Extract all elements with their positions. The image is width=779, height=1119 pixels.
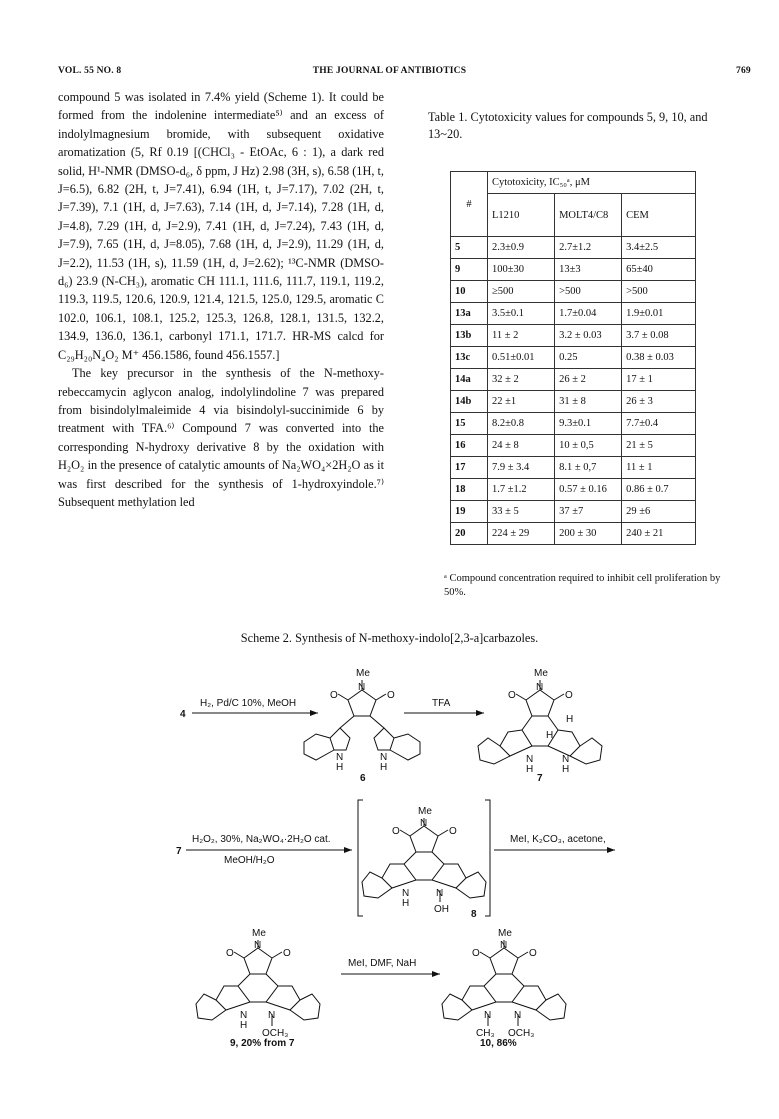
value-cell: 0.25 [555, 347, 622, 369]
atom-label: H [546, 730, 554, 741]
value-cell: 31 ± 8 [555, 391, 622, 413]
table-row [451, 369, 696, 391]
value-cell: 24 ± 8 [488, 435, 555, 457]
compound-id-cell: 20 [451, 523, 488, 545]
compound-id-cell: 9 [451, 259, 488, 281]
atom-label: H [240, 1020, 248, 1031]
value-cell: 21 ± 5 [622, 435, 696, 457]
value-cell: >500 [622, 281, 696, 303]
atom-label: O [449, 826, 457, 837]
atom-label: N [420, 818, 428, 829]
table-row [451, 479, 696, 501]
atom-label: OCH₃ [508, 1028, 535, 1039]
table-row [451, 501, 696, 523]
step3-solvent: MeOH/H₂O [224, 855, 275, 866]
atom-label: N [402, 888, 410, 899]
value-cell: 37 ±7 [555, 501, 622, 523]
hash-header: # [451, 172, 488, 237]
volume-label: VOL. 55 NO. 8 [58, 66, 122, 76]
atom-label: CH₃ [476, 1028, 495, 1039]
table-caption: Table 1. Cytotoxicity values for compounds 5, 9, 10, and 13~20. [428, 110, 708, 141]
compound-7-label-row2: 7 [176, 846, 182, 857]
atom-label: N [240, 1010, 248, 1021]
atom-label: N [380, 752, 388, 763]
value-cell: 200 ± 30 [555, 523, 622, 545]
compound-id-cell: 18 [451, 479, 488, 501]
value-cell: 29 ±6 [622, 501, 696, 523]
value-cell: 3.4±2.5 [622, 237, 696, 259]
value-cell: 10 ± 0,5 [555, 435, 622, 457]
atom-label: N [562, 754, 570, 765]
value-cell: 0.86 ± 0.7 [622, 479, 696, 501]
compound-7-label: 7 [537, 773, 543, 784]
compound-id-cell: 13b [451, 325, 488, 347]
value-cell: 13±3 [555, 259, 622, 281]
atom-label: N [484, 1010, 492, 1021]
atom-label: Me [498, 928, 512, 939]
compound-id-cell: 15 [451, 413, 488, 435]
atom-label: N [358, 682, 366, 693]
atom-label: N [254, 940, 262, 951]
reaction-scheme [0, 650, 779, 1119]
compound-6-label: 6 [360, 773, 366, 784]
atom-label: O [226, 948, 234, 959]
compound-id-cell: 5 [451, 237, 488, 259]
compound-id-cell: 14a [451, 369, 488, 391]
compound-id-cell: 17 [451, 457, 488, 479]
value-cell: 1.7 ±1.2 [488, 479, 555, 501]
cytotoxicity-table [450, 171, 696, 545]
value-cell: 32 ± 2 [488, 369, 555, 391]
atom-label: Me [356, 668, 370, 679]
table-row [451, 435, 696, 457]
paragraph-1: compound 5 was isolated in 7.4% yield (Scheme 1). It could be formed from the indolenine intermediate⁵⁾ and an excess of indolylmagnesium bromide, with subsequent oxidative aromatization (5, Rf 0.19 [(CHCl₃ - EtOAc, 6 : 1), a dark red solid, H¹-NMR (DMSO-d₆, δ ppm, J Hz) 2.98 (3H, s), 6.58 (1H, t, J=6.5), 6.82 (2H, t, J=7.41), 6.94 (1H, t, J=7.17), 7.02 (2H, t, J=7.39), 7.1 (1H, d, J=7.63), 7.14 (1H, d, J=7.14), 7.28 (1H, d, J=4.8), 7.29 (1H, d, J=2.9), 7.41 (1H, d, J=7.24), 7.43 (1H, d, J=7.9), 7.65 (1H, d, J=8.05), 7.68 (1H, d, J=2.9), 11.29 (1H, d, J=2.2), 11.53 (1H, s), 11.59 (1H, d, J=2.62); ¹³C-NMR (DMSO-d₆) 23.9 (N-CH₃), aromatic CH 111.1, 111.6, 111.7, 119.1, 119.2, 119.3, 119.5, 120.6, 120.9, 121.4, 121.5, 125.0, 129.5, aromatic C 102.0, 106.1, 108.1, 125.2, 125.3, 126.8, 128.1, 131.5, 132.2, 134.9, 136.0, 136.1, carbonyl 171.1, 171.7. HR-MS calcd for C₂₉H₂₀N₄O₂ M⁺ 456.1586, found 456.1557.] [58, 90, 384, 362]
atom-label: O [565, 690, 573, 701]
step3-reagents: H₂O₂, 30%, Na₂WO₄·2H₂O cat. [192, 834, 331, 845]
value-cell: 11 ± 2 [488, 325, 555, 347]
atom-label: N [268, 1010, 276, 1021]
atom-label: N [500, 940, 508, 951]
compound-id-cell: 13a [451, 303, 488, 325]
value-cell: 26 ± 2 [555, 369, 622, 391]
atom-label: OH [434, 904, 449, 915]
table-row [451, 325, 696, 347]
atom-label: H [380, 762, 388, 773]
step4-reagents: MeI, K₂CO₃, acetone, [510, 834, 606, 845]
body-text [58, 88, 384, 511]
column-header: CEM [622, 194, 696, 237]
value-cell: 3.7 ± 0.08 [622, 325, 696, 347]
step2-reagents: TFA [432, 698, 451, 709]
value-cell: 2.7±1.2 [555, 237, 622, 259]
value-cell: 1.7±0.04 [555, 303, 622, 325]
value-cell: 11 ± 1 [622, 457, 696, 479]
journal-name: THE JOURNAL OF ANTIBIOTICS [312, 66, 467, 76]
atom-label: N [436, 888, 444, 899]
atom-label: H [526, 764, 534, 775]
atom-label: H [562, 764, 570, 775]
value-cell: 2.3±0.9 [488, 237, 555, 259]
compound-id-cell: 16 [451, 435, 488, 457]
column-header: L1210 [488, 194, 555, 237]
value-cell: 26 ± 3 [622, 391, 696, 413]
table-row [451, 237, 696, 259]
compound-8-label: 8 [471, 909, 477, 920]
compound-id-cell: 19 [451, 501, 488, 523]
atom-label: H [336, 762, 344, 773]
compound-10-label: 10, 86% [480, 1038, 517, 1049]
value-cell: 0.57 ± 0.16 [555, 479, 622, 501]
compound-4-label: 4 [180, 709, 186, 720]
value-cell: 0.38 ± 0.03 [622, 347, 696, 369]
column-header: MOLT4/C8 [555, 194, 622, 237]
compound-id-cell: 14b [451, 391, 488, 413]
table-row [451, 281, 696, 303]
atom-label: Me [534, 668, 548, 679]
atom-label: Me [418, 806, 432, 817]
value-cell: ≥500 [488, 281, 555, 303]
step1-reagents: H₂, Pd/C 10%, MeOH [200, 698, 297, 709]
compound-id-cell: 10 [451, 281, 488, 303]
atom-label: N [536, 682, 544, 693]
compound-9-label: 9, 20% from 7 [230, 1038, 295, 1049]
paragraph-2: The key precursor in the synthesis of the N-methoxy-rebeccamycin aglycon analog, indolylindoline 7 was prepared from bisindolylmaleimide 4 via bisindolyl-succinimide 6 by treatment with TFA.⁶⁾ Compound 7 was converted into the corresponding N-hydroxy derivative 8 by the oxidation with H₂O₂ in the presence of catalytic amounts of Na₂WO₄×2H₂O as it was first described for the synthesis of 1-hydroxyindole.⁷⁾ Subsequent methylation led [58, 366, 384, 509]
atom-label: O [508, 690, 516, 701]
atom-label: N [514, 1010, 522, 1021]
atom-label: O [387, 690, 395, 701]
value-cell: 3.5±0.1 [488, 303, 555, 325]
atom-label: O [529, 948, 537, 959]
table-subheader-row [451, 194, 696, 237]
table-row [451, 303, 696, 325]
value-cell: 100±30 [488, 259, 555, 281]
atom-label: O [283, 948, 291, 959]
atom-label: OCH₃ [262, 1028, 289, 1039]
atom-label: N [526, 754, 534, 765]
compound-10-structure [442, 940, 566, 1026]
compound-id-cell: 13c [451, 347, 488, 369]
atom-label: Me [252, 928, 266, 939]
table-footnote: ᵃ Compound concentration required to inhibit cell proliferation by 50%. [444, 573, 721, 598]
atom-label: O [392, 826, 400, 837]
atom-label: H [402, 898, 410, 909]
value-cell: 1.9±0.01 [622, 303, 696, 325]
table-row [451, 523, 696, 545]
value-cell: 22 ±1 [488, 391, 555, 413]
table-row [451, 347, 696, 369]
atom-label: N [336, 752, 344, 763]
value-cell: 17 ± 1 [622, 369, 696, 391]
atom-label: O [330, 690, 338, 701]
value-cell: 8.2±0.8 [488, 413, 555, 435]
value-cell: 7.7±0.4 [622, 413, 696, 435]
group-header: Cytotoxicity, IC₅₀ᵃ, μM [488, 172, 696, 194]
table-row [451, 413, 696, 435]
page-number: 769 [736, 66, 751, 76]
table-header-row [451, 172, 696, 194]
value-cell: 3.2 ± 0.03 [555, 325, 622, 347]
value-cell: 0.51±0.01 [488, 347, 555, 369]
atom-label: O [472, 948, 480, 959]
value-cell: >500 [555, 281, 622, 303]
value-cell: 8.1 ± 0,7 [555, 457, 622, 479]
scheme-caption: Scheme 2. Synthesis of N-methoxy-indolo[2,3-a]carbazoles. [240, 631, 539, 645]
compound-9-structure [196, 940, 320, 1026]
step5-reagents: MeI, DMF, NaH [348, 958, 417, 969]
atom-label: H [566, 714, 574, 725]
table-row [451, 259, 696, 281]
value-cell: 240 ± 21 [622, 523, 696, 545]
table-row [451, 391, 696, 413]
value-cell: 224 ± 29 [488, 523, 555, 545]
value-cell: 65±40 [622, 259, 696, 281]
value-cell: 7.9 ± 3.4 [488, 457, 555, 479]
value-cell: 33 ± 5 [488, 501, 555, 523]
compound-8-structure [362, 818, 486, 902]
value-cell: 9.3±0.1 [555, 413, 622, 435]
table-row [451, 457, 696, 479]
